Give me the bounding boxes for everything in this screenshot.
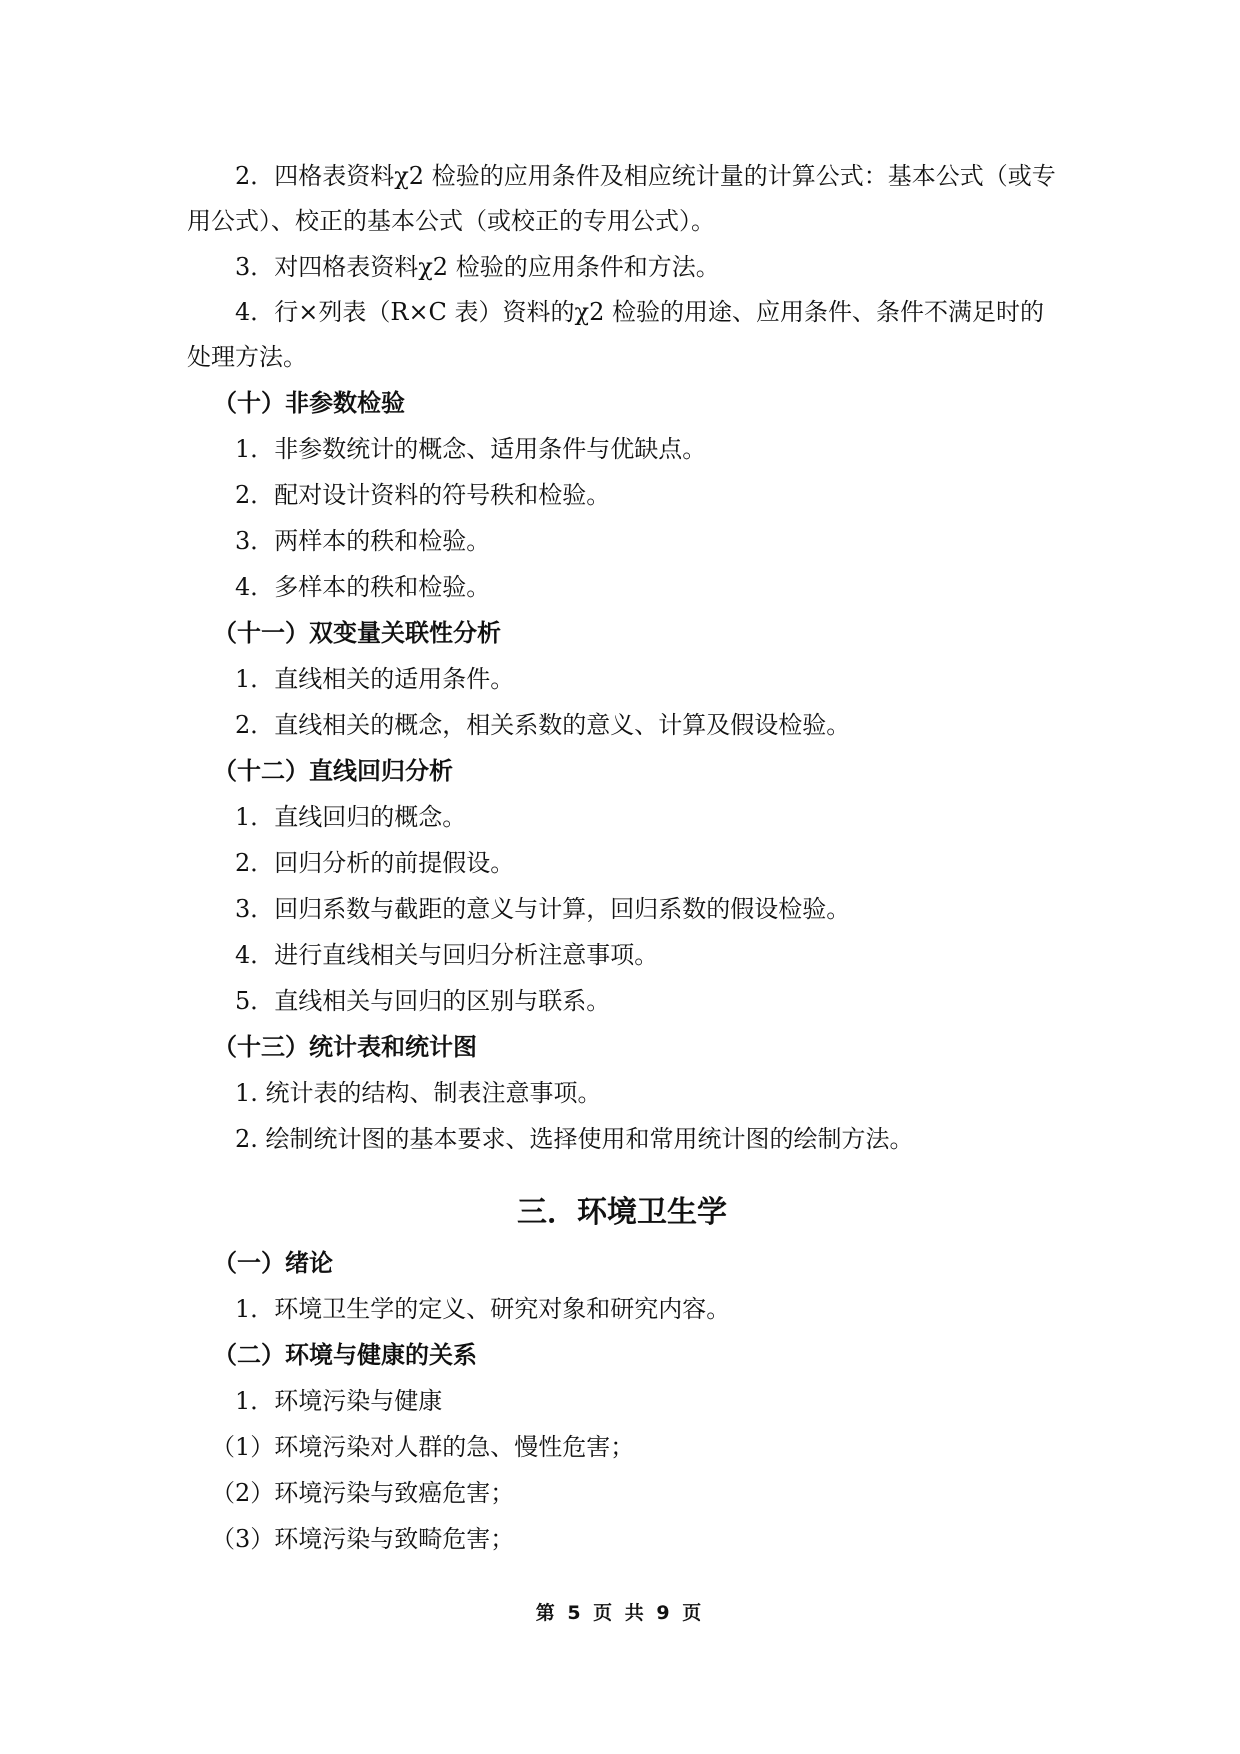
list-item: 1．环境卫生学的定义、研究对象和研究内容。 — [235, 1295, 731, 1323]
list-item: 1. 统计表的结构、制表注意事项。 — [235, 1079, 602, 1107]
sub-list-item: （3）环境污染与致畸危害； — [211, 1525, 515, 1553]
list-item: 1．环境污染与健康 — [235, 1387, 443, 1415]
page-content — [187, 154, 1057, 1562]
section-title: 三．环境卫生学 — [517, 1195, 727, 1230]
list-item: 1．非参数统计的概念、适用条件与优缺点。 — [235, 435, 707, 463]
subheading-10: （十）非参数检验 — [213, 389, 405, 417]
list-item: 1．直线回归的概念。 — [235, 803, 467, 831]
page-number-footer: 第 5 页 共 9 页 — [535, 1602, 705, 1624]
subheading-env-health: （二）环境与健康的关系 — [213, 1341, 477, 1369]
list-item: 4．多样本的秩和检验。 — [235, 573, 491, 601]
paragraph-2: 2．四格表资料χ2 检验的应用条件及相应统计量的计算公式：基本公式（或专用公式）、校正的基本公式（或校正的专用公式）。 — [187, 162, 1056, 235]
list-item: 5．直线相关与回归的区别与联系。 — [235, 987, 611, 1015]
subheading-intro: （一）绪论 — [213, 1249, 333, 1277]
list-item: 1．直线相关的适用条件。 — [235, 665, 515, 693]
list-item: 2．回归分析的前提假设。 — [235, 849, 515, 877]
paragraph-4: 4．行×列表（R×C 表）资料的χ2 检验的用途、应用条件、条件不满足时的处理方法。 — [187, 298, 1044, 371]
sub-list-item: （2）环境污染与致癌危害； — [211, 1479, 515, 1507]
subheading-12: （十二）直线回归分析 — [213, 757, 453, 785]
subheading-11: （十一）双变量关联性分析 — [213, 619, 501, 647]
list-item: 3．回归系数与截距的意义与计算，回归系数的假设检验。 — [235, 895, 851, 923]
list-item: 2．直线相关的概念，相关系数的意义、计算及假设检验。 — [235, 711, 851, 739]
list-item: 3．两样本的秩和检验。 — [235, 527, 491, 555]
list-item: 4．进行直线相关与回归分析注意事项。 — [235, 941, 659, 969]
list-item: 2．配对设计资料的符号秩和检验。 — [235, 481, 611, 509]
subheading-13: （十三）统计表和统计图 — [213, 1033, 477, 1061]
paragraph-3: 3．对四格表资料χ2 检验的应用条件和方法。 — [235, 253, 720, 281]
list-item: 2. 绘制统计图的基本要求、选择使用和常用统计图的绘制方法。 — [235, 1125, 914, 1153]
sub-list-item: （1）环境污染对人群的急、慢性危害； — [211, 1433, 635, 1461]
